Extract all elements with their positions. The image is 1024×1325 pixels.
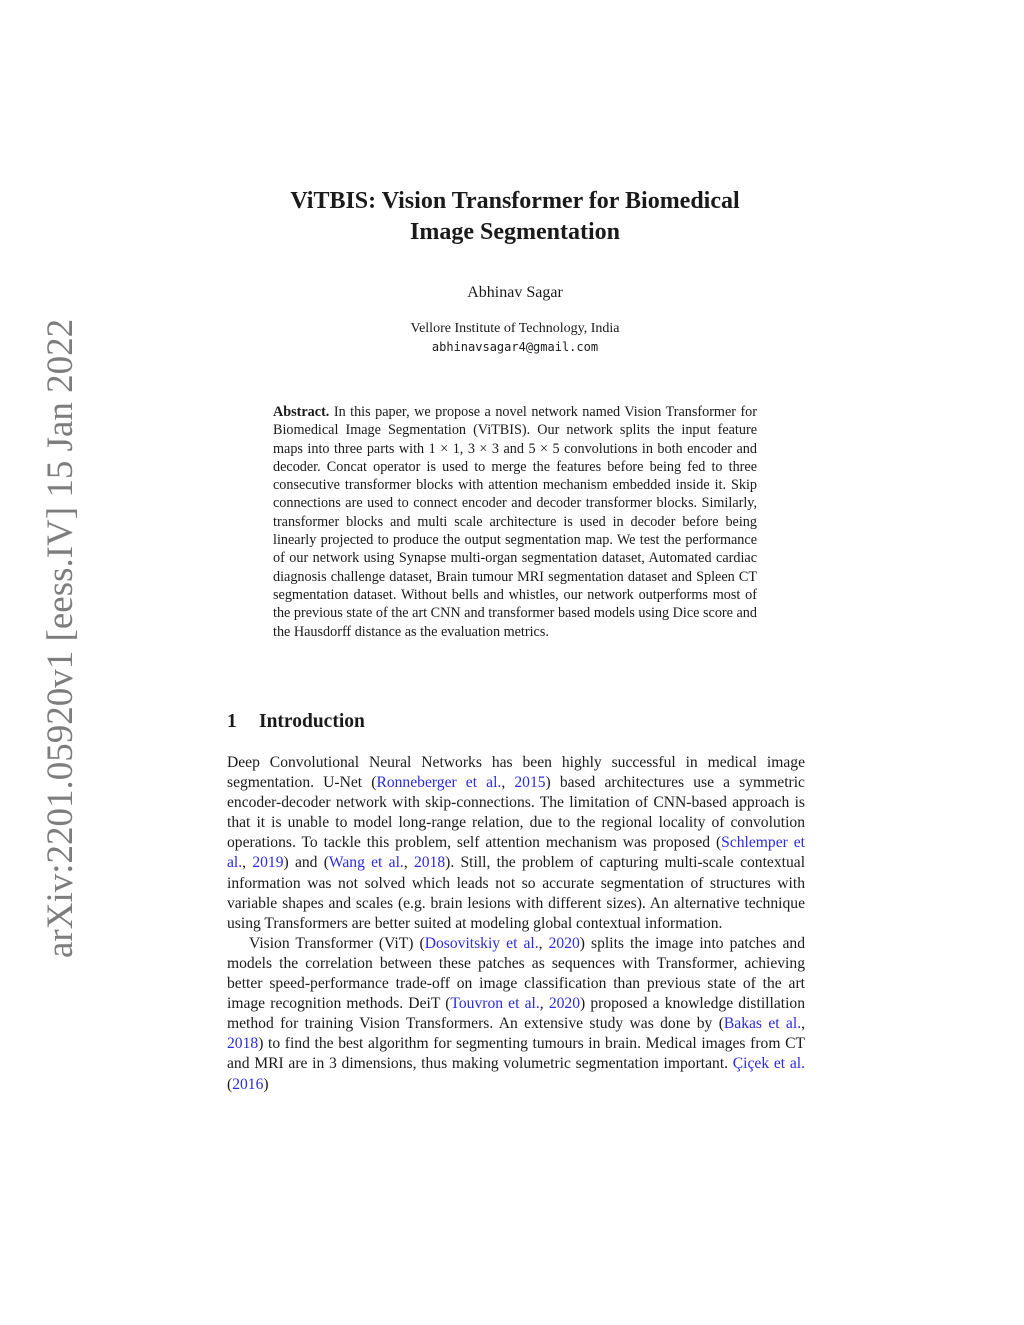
author-name: Abhinav Sagar [467,284,563,301]
citation-link[interactable]: Çiçek et al. [732,1055,805,1073]
citation-link[interactable]: 2019 [252,854,284,872]
paper-title [200,186,830,248]
citation-link[interactable]: 2020 [548,934,580,952]
abstract-label: Abstract. [273,404,330,420]
paragraph [227,753,805,934]
text-run: ). Still, the problem of capturing multi-scale contextual information was not solved which leads not so accurate segmentation of structures with variable shapes and scales (e.g. brain lesions with different sizes). An alternative technique using Transformers are better suited at modeling global contextual information. [227,854,806,932]
text-run: ) based architectures use a symmetric encoder-decoder network with skip-connections. The limitation of CNN-based approach is that it is unable to model long-range relation, due to the regional locality of convolution operations. To tackle this problem, self attention mechanism was proposed ( [227,774,805,852]
text-run: Vision Transformer (ViT) ( [249,934,425,952]
text-run: , [801,1015,805,1033]
introduction-body [227,753,805,1095]
citation-link[interactable]: Dosovitskiy et al. [424,934,539,952]
text-run: ) proposed a knowledge distillation method for training Vision Transformers. An extensive study was done by ( [227,995,806,1033]
affiliation-block [200,320,830,356]
citation-link[interactable]: Touvron et al. [450,995,540,1013]
arxiv-stamp [20,318,81,960]
text-run: ) and ( [283,854,329,872]
section-number: 1 [227,711,237,732]
text-run: , [539,995,549,1013]
citation-link[interactable]: 2018 [413,854,446,872]
citation-link[interactable]: Wang et al. [328,854,404,872]
citation-link[interactable]: 2018 [227,1035,259,1053]
text-run: ) [263,1075,269,1093]
text-run: , [242,854,253,872]
abstract [273,403,757,641]
citation-link[interactable]: Bakas et al. [723,1015,802,1033]
citation-link[interactable]: Schlemper et al. [227,834,805,872]
affiliation: Vellore Institute of Technology, India [410,321,620,336]
citation-link[interactable]: 2015 [514,774,546,792]
text-run: ) splits the image into patches and models the correlation between these patches as sequences with Transformer, achieving better speed-performance trade-off on image classification than previous state of the art image recognition methods. DeiT ( [227,934,805,1013]
text-run: Deep Convolutional Neural Networks has been highly successful in medical image segmentation. U-Net ( [227,754,805,792]
paragraph [227,934,805,1095]
title-line-1: ViTBIS: Vision Transformer for Biomedical [290,188,740,214]
title-line-2: Image Segmentation [410,219,620,245]
text-run: , [538,934,549,952]
citation-link[interactable]: 2016 [232,1075,264,1093]
text-run: ( [227,1075,233,1093]
author-email[interactable]: abhinavsagar4@gmail.com [431,340,599,354]
abstract-text: In this paper, we propose a novel network named Vision Transformer for Biomedical Image Segmentation (ViTBIS). Our network splits the input feature maps into three parts with 1 × 1, 3 × 3 and 5 × 5 convolutions in both encoder and decoder. Concat operator is used to merge the features before being fed to three consecutive transformer blocks with attention mechanism embedded inside it. Skip connections are used to connect encoder and decoder transformer blocks. Similarly, transformer blocks and multi scale architecture is used in decoder before being linearly projected to produce the output segmentation map. We test the performance of our network using Synapse multi-organ segmentation dataset, Automated cardiac diagnosis challenge dataset, Brain tumour MRI segmentation dataset and Spleen CT segmentation dataset. Without bells and whistles, our network outperforms most of the previous state of the art CNN and transformer based models using Dice score and the Hausdorff distance as the evaluation metrics. [273,404,758,640]
citation-link[interactable]: 2020 [548,995,580,1013]
text-run: ) to find the best algorithm for segmenting tumours in brain. Medical images from CT and MRI are in 3 dimensions, thus making volumetric segmentation important. [227,1035,805,1073]
section-heading [227,711,365,733]
text-run: , [403,854,414,872]
text-run: , [501,774,515,792]
arxiv-stamp-text: arXiv:2201.05920v1 [eess.IV] 15 Jan 2022 [40,318,81,958]
citation-link[interactable]: Ronneberger et al. [376,774,502,792]
section-title: Introduction [259,711,365,732]
